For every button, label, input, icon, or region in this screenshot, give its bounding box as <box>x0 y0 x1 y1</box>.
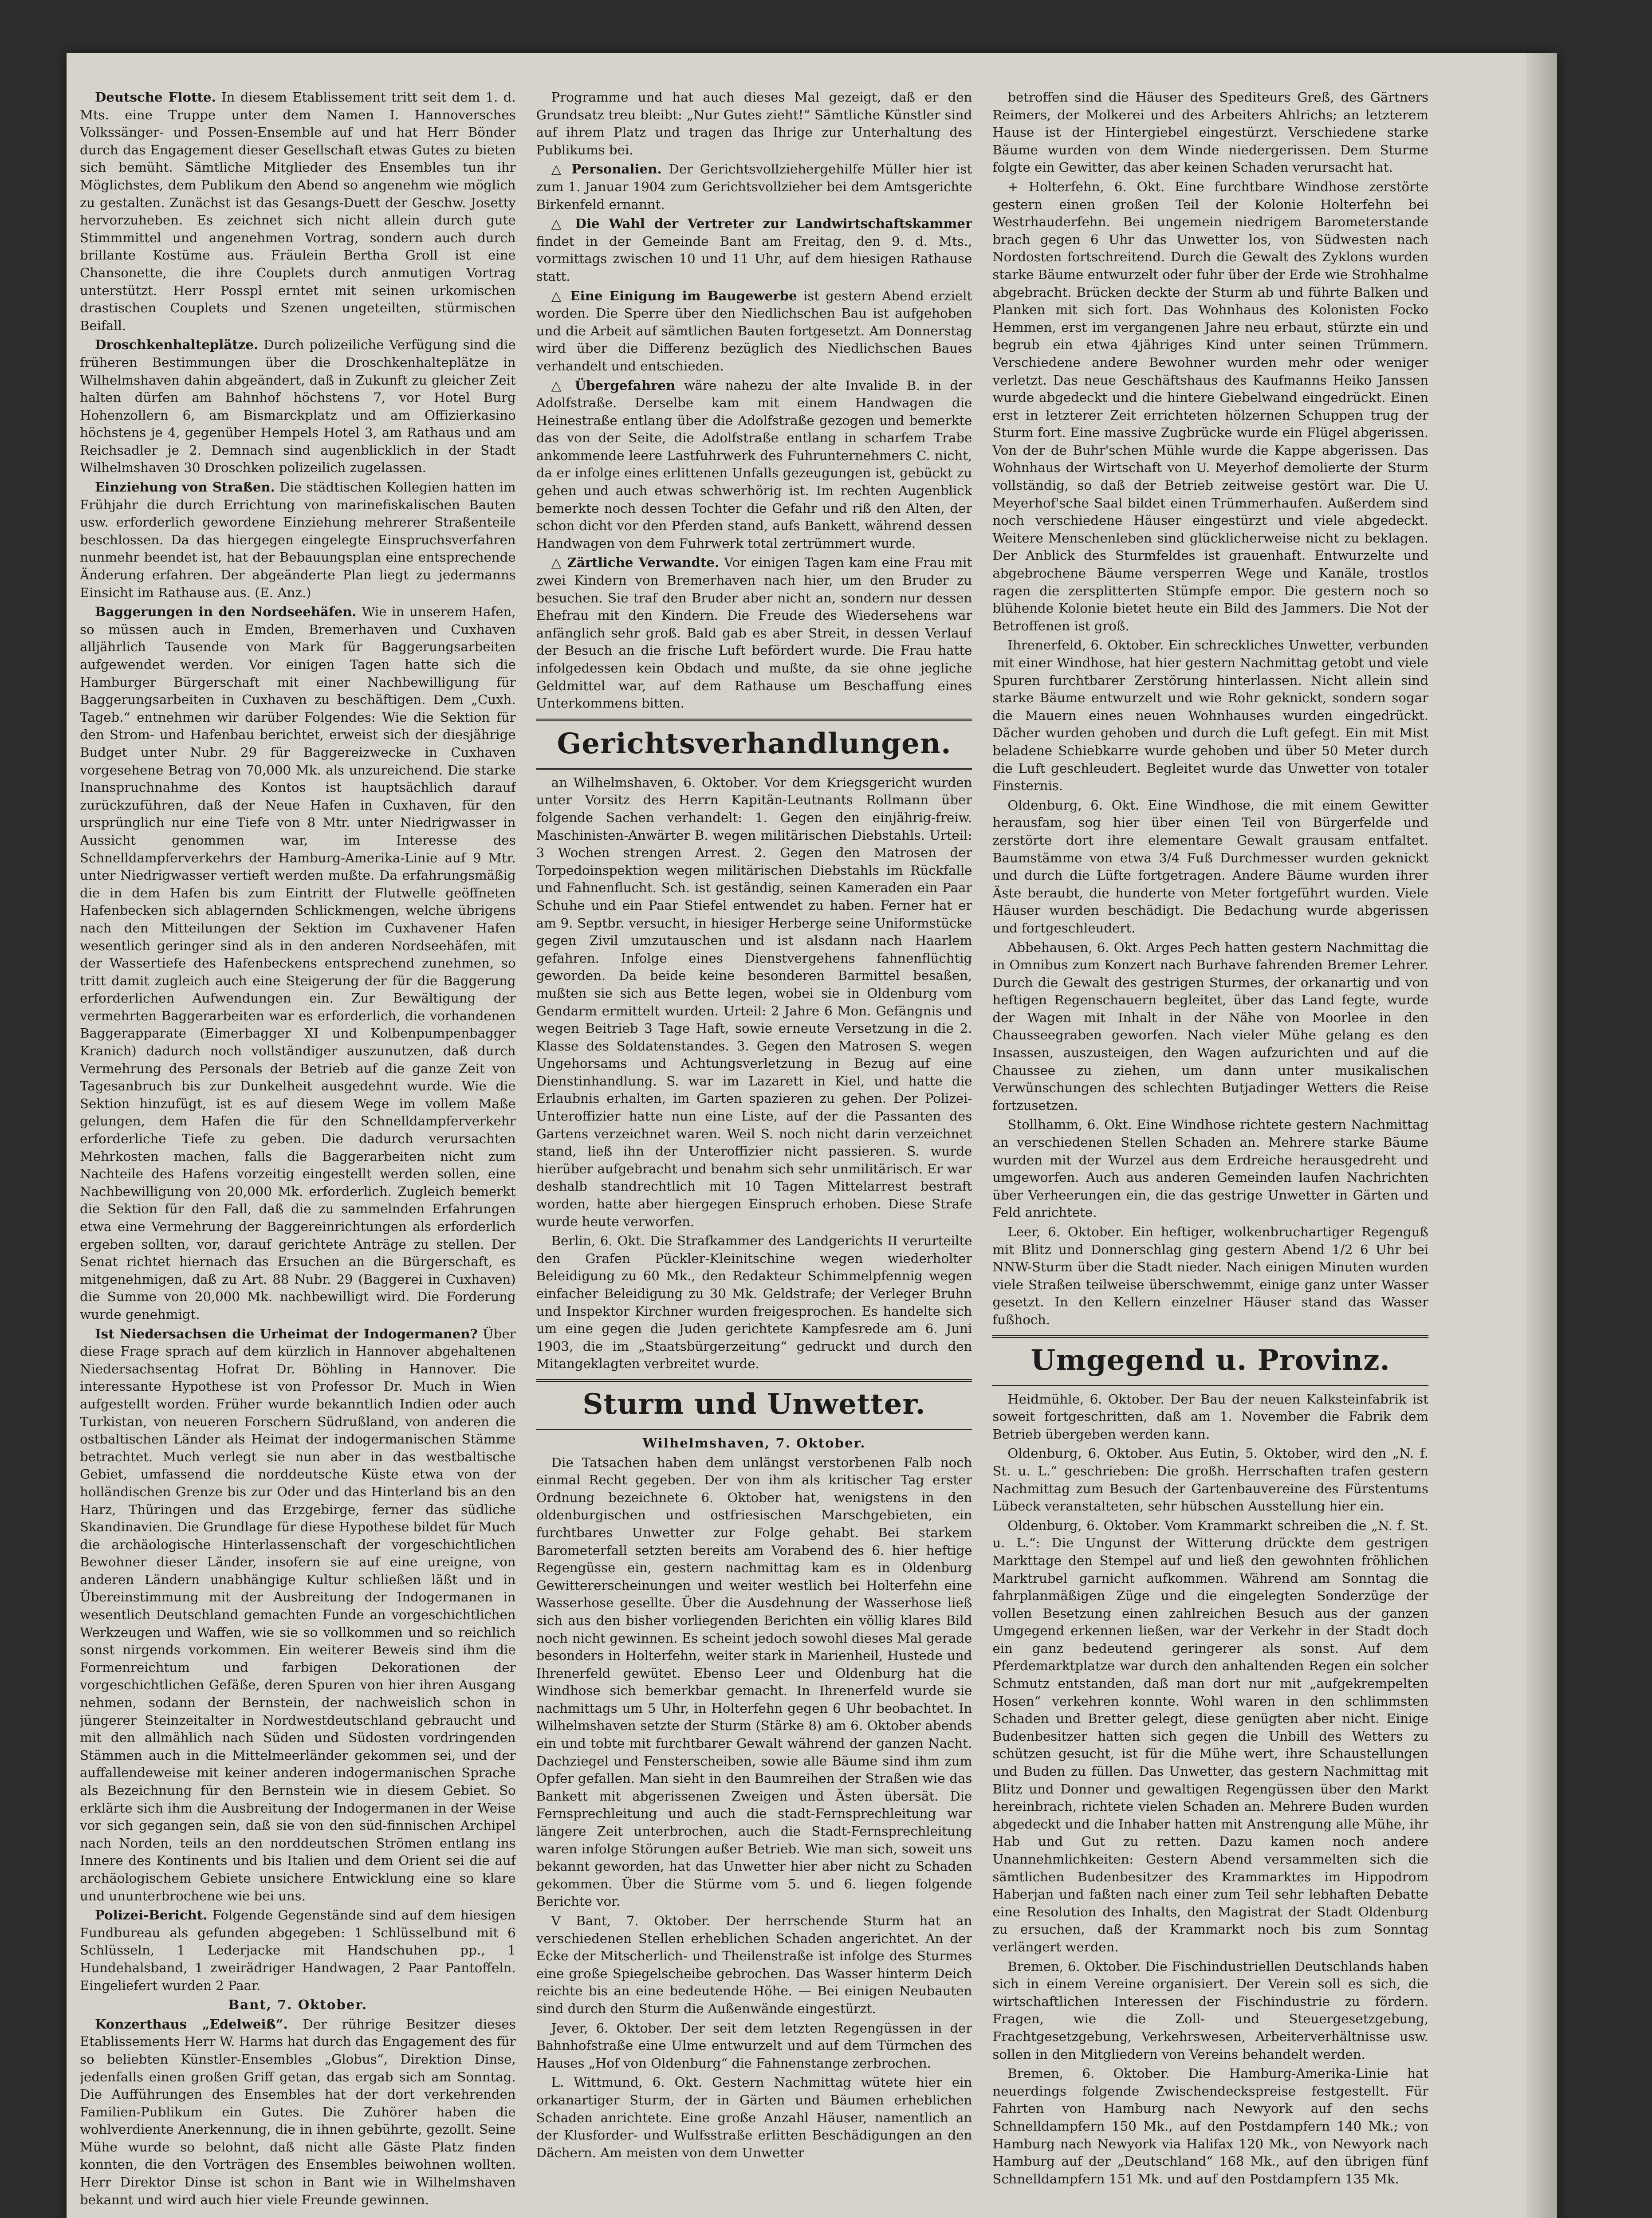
article-text: Berlin, 6. Okt. Die Strafkammer des Landgerichts II verurteilte den Grafen Pückler-Kleinitschine wegen wiederholter Beleidigung zu 60 Mk., den Redakteur Schimmelpfennig wegen einfacher Beleidigung zu 30 Mk. Geldstrafe; der Verleger Bruhn und Inspektor Kirchner wurden freigesprochen. Es handelte sich um eine gegen die Juden gerichtete Kampfesrede am 6. Juni 1903, die im „Staatsbürgerzeitung“ gedruckt und durch den Mitangeklagten verbreitet wurde. <box>536 1233 972 1372</box>
article-text: Folgende Gegenstände sind auf dem hiesigen Fundbureau als gefunden abgegeben: 1 Schlüsselbund mit 6 Schlüsseln, 1 Lederjacke mit Handschuhen pp., 1 Hundehalsband, 1 zweirädriger Handwagen, 2 Paar Pantoffeln. Eingeliefert wurden 2 Paar. <box>80 1907 516 1993</box>
article-text: L. Wittmund, 6. Okt. Gestern Nachmittag wütete hier ein orkanartiger Sturm, der in Gärten und Bäumen erheblichen Schaden anrichtete. Eine große Anzahl Häuser, namentlich an der Klusforder- und Wulfsstraße erlitten Beschädigungen an den Dächern. Am meisten von dem Unwetter <box>536 2075 972 2160</box>
article-text: Heidmühle, 6. Oktober. Der Bau der neuen Kalksteinfabrik ist soweit fortgeschritten, daß am 1. November die Fabrik dem Betrieb übergeben werden kann. <box>992 1391 1429 1442</box>
article-paragraph <box>992 2065 1428 2188</box>
article-paragraph <box>536 774 972 1231</box>
article-text: Programme und hat auch dieses Mal gezeigt, daß er den Grundsatz treu bleibt: „Nur Gutes zieht!“ Sämtliche Künstler sind auf ihrem Platz und tragen das Ihrige zur Unterhaltung des Publikums bei. <box>536 90 972 157</box>
page-edge <box>1526 53 1557 2218</box>
article-paragraph <box>536 2020 972 2072</box>
article-paragraph <box>536 215 972 285</box>
article-lead: Deutsche Flotte. <box>95 90 216 105</box>
article-paragraph <box>992 178 1428 635</box>
article-lead: △ Die Wahl der Vertreter zur Landwirtschaftskammer <box>551 216 972 232</box>
article-text: Oldenburg, 6. Okt. Eine Windhose, die mit einem Gewitter herausfam, sog hier über einen Teil von Bürgerfelde und zerstörte dort ihre elementare Gewalt grausam entfaltet. Baumstämme von etwa 3/4 Fuß Durchmesser wurden geknickt und durch die Lüfte fortgetragen. Andere Bäume wurden ihrer Äste beraubt, die hunderte von Meter fortgeführt wurden. Viele Häuser wurden beschädigt. Die Bedachung wurde abgerissen und fortgeschleudert. <box>992 797 1429 936</box>
article-text: Leer, 6. Oktober. Ein heftiger, wolkenbruchartiger Regenguß mit Blitz und Donnerschlag ging gestern Abend 1/2 6 Uhr bei NNW-Sturm über die Stadt nieder. Nach einigen Minuten wurden viele Straßen teilweise überschwemmt, einige ganz unter Wasser gesetzt. In den Kellern einzelner Häuser stand das Wasser fußhoch. <box>992 1224 1429 1327</box>
article-paragraph <box>536 377 972 553</box>
article-lead: Baggerungen in den Nordseehäfen. <box>95 604 357 620</box>
article-text: Stollhamm, 6. Okt. Eine Windhose richtete gestern Nachmittag an verschiedenen Stellen Schaden an. Mehrere starke Bäume wurden mit der Wurzel aus dem Erdreiche herausgedreht und umgeworfen. Auch aus anderen Gemeinden laufen Nachrichten über Verheerungen ein, die das gestrige Unwetter in Gärten und Feld anrichtete. <box>992 1117 1429 1220</box>
article-paragraph <box>992 1958 1428 2064</box>
article-text: Oldenburg, 6. Oktober. Aus Eutin, 5. Oktober, wird den „N. f. St. u. L.“ geschrieben: Die großh. Herrschaften trafen gestern Nachmittag zum Besuch der Gartenbauvereine des Fürstentums Lübeck veranstalteten, sehr hübschen Ausstellung hier ein. <box>992 1446 1429 1514</box>
article-paragraph <box>80 479 516 602</box>
article-paragraph <box>80 2016 516 2209</box>
article-text: Bremen, 6. Oktober. Die Fischindustriellen Deutschlands haben sich in einem Vereine organisiert. Der Verein soll es sich, die wirtschaftlichen Interessen der Fischindustrie zu fördern. Fragen, wie die Zoll- und Steuergesetzgebung, Frachtgesetzgebung, Verkehrswesen, Arbeiterverhältnisse usw. sollen in den Mitgliedern von Vereins behandelt werden. <box>992 1958 1429 2062</box>
article-text: Durch polizeiliche Verfügung sind die früheren Bestimmungen über die Droschkenhalteplätze in Wilhelmshaven dahin abgeändert, daß in Zukunft zu gleicher Zeit halten dürfen am Bahnhof höchstens 7, vor Hotel Burg Hohenzollern 6, am Bismarckplatz und am Offizierkasino höchstens je 4, gegenüber Hempels Hotel 3, am Rathaus und am Reichsadler je 2. Demnach sind augenblicklich in der Stadt Wilhelmshaven 30 Droschken polizeilich zugelassen. <box>80 337 516 476</box>
article-paragraph <box>536 1232 972 1373</box>
article-text: Jever, 6. Oktober. Der seit dem letzten Regengüssen in der Bahnhofstraße eine Ulme entwurzelt und auf dem Türmchen des Hauses „Hof von Oldenburg“ die Fahnenstange zerbrochen. <box>536 2020 972 2071</box>
article-text: Bremen, 6. Oktober. Die Hamburg-Amerika-Linie hat neuerdings folgende Zwischendeckspreise festgestellt. Für Fahrten von Hamburg nach Newyork auf den sechs Schnelldampfern 150 Mk., auf den Postdampfern 140 Mk.; von Hamburg nach Newyork via Halifax 120 Mk., von Newyork nach Hamburg auf der „Deutschland“ 168 Mk., auf den übrigen fünf Schnelldampfern 151 Mk. und auf den Postdampfern 135 Mk. <box>992 2066 1429 2187</box>
article-paragraph <box>992 1223 1428 1329</box>
article-paragraph <box>536 161 972 213</box>
article-paragraph <box>992 89 1428 177</box>
dateline <box>80 1996 516 2014</box>
article-text: betroffen sind die Häuser des Spediteurs Greß, des Gärtners Reimers, der Molkerei und des Arbeiters Ahlrichs; an letzterem Hause ist der Hintergiebel eingestürzt. Verschiedene starke Bäume wurden von dem Winde niedergerissen. Dem Sturme folgte ein Gewitter, das aber keinen Schaden verursacht hat. <box>992 90 1429 175</box>
article-paragraph <box>80 1907 516 1994</box>
article-paragraph <box>992 637 1428 794</box>
article-paragraph <box>80 1325 516 1905</box>
article-text: Die Tatsachen haben dem unlängst verstorbenen Falb noch einmal Recht gegeben. Der von ihm als kritischer Tag erster Ordnung bezeichnete 6. Oktober hat, wenigstens in den oldenburgischen und ostfriesischen Marschgebieten, ein furchtbares Unwetter zur Folge gehabt. Bei starkem Barometerfall setzten bereits am Vorabend des 6. hier heftige Regengüsse ein, gestern nachmittag kam es in Oldenburg Gewittererscheinungen und weiter westlich bei Holterfehn eine Wasserhose gesellte. Über die Ausdehnung der Wasserhose ließ sich aus den bisher vorliegenden Berichten ein völlig klares Bild noch nicht gewinnen. Es scheint jedoch sowohl dieses Mal gerade besonders in Holterfehn, weiter stark in Marienheil, Hustede und Ihrenerfeld gewütet. Ebenso Leer und Oldenburg hat die Windhose sich bemerkbar gemacht. In Ihrenerfeld wurde sie nachmittags um 5 Uhr, in Holterfehn gegen 6 Uhr beobachtet. In Wilhelmshaven setzte der Sturm (Stärke 8) am 6. Oktober abends ein und tobte mit furchtbarer Gewalt während der ganzen Nacht. Dachziegel und Fensterscheiben, sowie alle Bäume sind ihm zum Opfer gefallen. Man sieht in den Baumreihen der Straßen wie das Bankett mit abgerissenen Zweigen und Ästen übersät. Die Fernsprechleitung und auch die stadt-Fernsprechleitung war längere Zeit unterbrochen, auch die Stadt-Fernsprechleitung waren infolge Störungen außer Betrieb. Wie man sich, soweit uns bekannt geworden, hat das Unwetter hier aber nicht zu Schaden gekommen. Über die Stürme vom 5. und 6. liegen folgende Berichte vor. <box>536 1455 972 1909</box>
article-paragraph <box>80 89 516 334</box>
column-middle <box>536 89 972 2218</box>
article-paragraph <box>992 939 1428 1115</box>
article-paragraph <box>536 89 972 159</box>
article-text: + Holterfehn, 6. Okt. Eine furchtbare Windhose zerstörte gestern einen großen Teil der Kolonie Holterfehn bei Westrhauderfehn. Bei ungemein niedrigem Barometerstande brach gegen 6 Uhr das Unwetter los, von Südwesten nach Nordosten fortschreitend. Durch die Gewalt des Zyklons wurden starke Bäume entwurzelt oder fuhr über der Erde wie Strohhalme abgebracht. Brücken deckte der Sturm ab und führte Balken und Planken mit sich fort. Das Wohnhaus des Kolonisten Focko Hemmen, erst im vergangenen Jahre neu erbaut, stürzte ein und begrub ein etwa 4jähriges Kind unter seinen Trümmern. Verschiedene andere Bewohner wurden mehr oder weniger verletzt. Das neue Geschäftshaus des Kaufmanns Heiko Janssen wurde abgedeckt und die hintere Giebelwand eingedrückt. Einen erst in letzterer Zeit errichteten hölzernen Schuppen trug der Sturm fort. Eine massive Zugbrücke wurde ein Flügel abgerissen. Von der de Buhr'schen Mühle wurde die Kappe abgerissen. Das Wohnhaus der Wirtschaft von U. Meyerhof demolierte der Sturm vollständig, so daß der Betrieb zeitweise gestört war. Die U. Meyerhof'sche Saal bildet einen Trümmerhaufen. Außerdem sind noch verschiedene Häuser eingestürzt und viele abgedeckt. Weitere Menschenleben sind glücklicherweise nicht zu beklagen. Der Anblick des Sturmfeldes ist grauenhaft. Entwurzelte und abgebrochene Bäume versperren Wege und Kanäle, trostlos ragen die zersplitterten Stümpfe empor. Die gestern noch so blühende Kolonie bietet heute ein Bild des Jammers. Die Not der Betroffenen ist groß. <box>992 179 1429 633</box>
column-right <box>992 89 1428 2218</box>
article-text: V Bant, 7. Oktober. Der herrschende Sturm hat an verschiedenen Stellen erheblichen Schaden angerichtet. An der Ecke der Mitscherlich- und Theilenstraße ist infolge des Sturmes eine große Spiegelscheibe gebrochen. Das Wasser hinterm Deich reichte bis an eine bedeutende Höhe. — Bei einigen Neubauten sind durch den Sturm die Außenwände eingestürzt. <box>536 1913 972 2016</box>
article-text: Oldenburg, 6. Oktober. Vom Krammarkt schreiben die „N. f. St. u. L.“: Die Ungunst der Witterung drückte dem gestrigen Markttage den Stempel auf und ließ den gewohnten fröhlichen Marktrubel garnicht aufkommen. Während am Sonntag die fahrplanmäßigen Züge und die eingelegten Sonderzüge der vollen Besetzung einen zahlreichen Besuch aus der ganzen Umgegend erkennen ließen, war der Verkehr in der Stadt doch ein ganz bedeutend geringerer als sonst. Auf dem Pferdemarktplatze war durch den anhaltenden Regen ein solcher Schmutz entstanden, daß man dort nur mit „aufgekrempelten Hosen“ verkehren konnte. Wohl waren in den schlimmsten Schaden und Bretter gelegt, diese genügten aber nicht. Einige Budenbesitzer hatten sich gegen die Unbill des Wetters zu schützen gesucht, ist für die Mühe wert, ihre Schaustellungen und Buden zu füllen. Das Unwetter, das gestern Nachmittag mit Blitz und Donner und gewaltigen Regengüssen über den Markt hereinbrach, richtete vielen Schaden an. Mehrere Buden wurden abgedeckt und die Inhaber hatten mit Anstrengung alle Mühe, ihr Hab und Gut zu retten. Dazu kamen noch andere Unannehmlichkeiten: Gestern Abend versammelten sich die sämtlichen Budenbesitzer des Krammarktes im Hippodrom Haberjan und faßten nach einer zum Teil sehr lebhaften Debatte eine Resolution des Inhalts, den Magistrat der Stadt Oldenburg zu ersuchen, daß der Krammarkt noch bis zum Sonntag verlängert werden. <box>992 1518 1429 1955</box>
article-lead: Droschkenhalteplätze. <box>95 337 259 353</box>
section-rule <box>536 1429 972 1430</box>
article-lead: Konzerthaus „Edelweiß“. <box>95 2016 288 2032</box>
section-heading: Umgegend u. Provinz. <box>1031 1343 1390 1377</box>
section-heading: Sturm und Unwetter. <box>582 1387 926 1421</box>
article-lead: Polizei-Bericht. <box>95 1907 208 1923</box>
dateline-text: Bant, 7. Oktober. <box>228 1997 368 2013</box>
article-text: findet in der Gemeinde Bant am Freitag, den 9. d. Mts., vormittags zwischen 10 und 11 Uhr, auf dem hiesigen Rathause statt. <box>536 233 972 284</box>
article-text: an Wilhelmshaven, 6. Oktober. Vor dem Kriegsgericht wurden unter Vorsitz des Herrn Kapitän-Leutnants Rollmann über folgende Sachen verhandelt: 1. Gegen den einjährig-freiw. Maschinisten-Anwärter B. wegen militärischen Diebstahls. Urteil: 3 Wochen strengen Arrest. 2. Gegen den Matrosen der Torpedoinspektion wegen militärischen Diebstahls im Rückfalle und Fahnenflucht. Sch. ist geständig, seinen Kameraden ein Paar Schuhe und ein Paar Stiefel entwendet zu haben. Ferner hat er am 9. Septbr. versucht, in hiesiger Herberge seine Uniformstücke gegen Zivil umzutauschen und ist alsdann nach Haarlem gefahren. Infolge eines Dienstvergehens fahnenflüchtig geworden. Da beide keine besonderen Barmittel besaßen, mußten sie sich aus Bette legen, wobei sie in Oldenburg vom Gendarm ermittelt wurden. Urteil: 2 Jahre 6 Mon. Gefängnis und wegen Beitrieb 3 Tage Haft, sowie erneute Versetzung in die 2. Klasse des Soldatenstandes. 3. Gegen den Matrosen S. wegen Ungehorsams und Achtungsverletzung in Bezug auf eine Dienstinhandlung. S. war im Lazarett in Kiel, und hatte die Erlaubnis erhalten, im Garten spazieren zu gehen. Der Polizei-Unteroffizier hatte nun eine Liste, auf der die Passanten des Gartens verzeichnet waren. Weil S. noch nicht darin verzeichnet stand, ließ ihn der Unteroffizier nicht passieren. S. wurde hierüber aufgebracht und benahm sich sehr unmilitärisch. Er war deshalb standrechtlich mit 10 Tagen Mittelarrest bestraft worden, hatte aber hiergegen Einspruch erhoben. Diese Strafe wurde heute verworfen. <box>536 775 972 1229</box>
newspaper-columns <box>80 89 1428 2218</box>
article-paragraph <box>992 1391 1428 1443</box>
article-paragraph <box>992 1445 1428 1515</box>
article-paragraph <box>992 797 1428 937</box>
article-lead: △ Übergefahren <box>551 378 676 393</box>
article-text: Ihrenerfeld, 6. Oktober. Ein schreckliches Unwetter, verbunden mit einer Windhose, hat hier gestern Nachmittag getobt und viele Spuren furchtbarer Zerstörung hinterlassen. Nicht allein sind starke Bäume entwurzelt und wie Rohr geknickt, sondern sogar die Mauern eines neuen Wohnhauses wurden eingedrückt. Dächer wurden gehoben und durch die Luft gefegt. Ein mit Mist beladene Schiebkarre wurde gehoben und über 50 Meter durch die Luft geschleudert. Begleitet wurde das Unwetter von totaler Finsternis. <box>992 637 1429 794</box>
section-rule <box>536 719 972 721</box>
article-text: Über diese Frage sprach auf dem kürzlich in Hannover abgehaltenen Niedersachsentag Hofrat Dr. Böhling in Hannover. Die interessante Hypothese ist von Professor Dr. Much in Wien aufgestellt worden. Früher wurde bekanntlich Indien oder auch Turkistan, von neueren Forschern Südrußland, von anderen die ostbaltischen Länder als Heimat der indogermanischen Stämme betrachtet. Much verlegt sie nun aber in das westbaltische Gebiet, umfassend die norddeutsche Küste etwa von der holländischen Grenze bis zur Oder und das Hinterland bis an den Harz, Thüringen und das Erzgebirge, ferner das südliche Skandinavien. Die Grundlage für diese Hypothese bildet für Much die archäologische Hinterlassenschaft der vorgeschichtlichen Bewohner dieser Länder, insofern sie auf eine ureigne, von anderen Ländern unabhängige Kultur schließen läßt und in Übereinstimmung mit der Ausbreitung der Indogermanen in wesentlich Deutschland gemachten Funde an vorgeschichtlichen Werkzeugen und Waffen, wie sie so vollkommen und so reichlich sonst nirgends vorkommen. Ein weiterer Beweis sind ihm die Formenreichtum und farbigen Dekorationen der vorgeschichtlichen Gefäße, deren Spuren von hier ihren Ausgang nehmen, sodann der Bernstein, der nachweislich schon in jüngerer Steinzeitalter in Nordwestdeutschland gebraucht und mit den allmählich nach Süden und Südosten vordringenden Stämmen auch in die Mittelmeerländer gekommen sei, und der auffallendeweise mit keiner anderen indogermanischen Sprache als Bezeichnung für den Bernstein wie in diesem Gebiet. So erklärte sich ihm die Ausbreitung der Indogermanen in der Weise vor sich gegangen sein, daß sie von den süd-finnischen Archipel nach Norden, teils an den norddeutschen Strömen entlang ins Innere des Kontinents und bis Italien und dem Orient sei die auf archäologischem Gebiete unsichere Entwicklung eine so klare und ununterbrochene wie bei uns. <box>80 1326 516 1903</box>
article-lead: △ Personalien. <box>551 161 662 177</box>
section-rule <box>992 1335 1428 1338</box>
article-paragraph <box>536 1454 972 1911</box>
article-lead: Einziehung von Straßen. <box>95 480 275 495</box>
article-text: wäre nahezu der alte Invalide B. in der Adolfstraße. Derselbe kam mit einem Handwagen die Heinestraße entlang über die Adolfstraße gezogen und bemerkte das von der Seite, die Adolfstraße entlang in scharfem Trabe ankommende leere Lastfuhrwerk des Fuhrunternehmers C. nicht, da er infolge eines erlittenen Unfalls gezeugungen ist, gebückt zu gehen und auch etwas schwerhörig ist. Im rechten Augenblick bemerkte noch dessen Tochter die Gefahr und riß den Alten, der schon dicht vor den Pferden stand, aufs Bankett, während dessen Handwagen von dem Fuhrwerk total zertrümmert wurde. <box>536 378 972 551</box>
article-text: Vor einigen Tagen kam eine Frau mit zwei Kindern von Bremerhaven nach hier, um den Bruder zu besuchen. Sie traf den Bruder aber nicht an, sondern nur dessen Ehefrau mit den Kindern. Die Freude des Wiedersehens war anfänglich sehr groß. Bald gab es aber Streit, in dessen Verlauf der Besuch an die frische Luft befördert wurde. Die Frau hatte infolgedessen kein Obdach und mußte, da sie ohne jegliche Geldmittel war, auf dem Rathause um Beschaffung eines Unterkommens bitten. <box>536 555 972 711</box>
article-text: Der Gerichtsvollziehergehilfe Müller hier ist zum 1. Januar 1904 zum Gerichtsvollzieher bei dem Amtsgerichte Birkenfeld ernannt. <box>536 161 972 212</box>
article-paragraph <box>536 2074 972 2162</box>
article-text: Wie in unserem Hafen, so müssen auch in Emden, Bremerhaven und Cuxhaven alljährlich Tausende von Mark für Baggerungsarbeiten aufgewendet werden. Vor einigen Tagen hatte sich die Hamburger Bürgerschaft mit einer Nachbewilligung für Baggerungsarbeiten in Cuxhaven zu beschäftigen. Dem „Cuxh. Tageb.“ entnehmen wir darüber Folgendes: Wie die Sektion für den Strom- und Hafenbau berichtet, erweist sich der diesjährige Budget unter Nubr. 29 für Baggereizwecke in Cuxhaven vorgesehene Betrag von 70,000 Mk. als unzureichend. Die starke Inanspruchnahme des Kontos ist hauptsächlich darauf zurückzuführen, daß der Neue Hafen in Cuxhaven, für den ursprünglich nur eine Tiefe von 8 Mtr. unter Niedrigwasser in Aussicht genommen war, im Interesse des Schnelldampferverkehrs der Hamburg-Amerika-Linie auf 9 Mtr. unter Niedrigwasser vertieft werden mußte. Da erfahrungsmäßig die in dem Hafen bis zum Eintritt der Flutwelle geöffneten Hafenbecken sich ablagernden Schlickmengen, welche übrigens nach den Mitteilungen der Sektion im Cuxhavener Hafen wesentlich geringer sind als in den anderen Nordseehäfen, mit der Wassertiefe des Hafenbeckens entsprechend zunehmen, so tritt damit zugleich auch eine Steigerung der für die Baggerung erforderlichen Aufwendungen ein. Zur Bewältigung der vermehrten Baggerarbeiten war es erforderlich, die vorhandenen Baggerapparate (Eimerbagger XI und Kolbenpumpenbagger Kranich) dadurch noch vollständiger auszunutzen, daß durch Vermehrung des Personals der Betrieb auf die ganze Zeit von Tagesanbruch bis zur Dunkelheit ausgedehnt wurde. Wie die Sektion hinzufügt, ist es auf diesem Wege im vollem Maße gelungen, dem Hafen die für den Schnelldampferverkehr erforderliche Tiefe zu geben. Die dadurch verursachten Mehrkosten machen, falls die Baggerarbeiten nicht zum Nachteile des Hafens vorzeitig eingestellt werden sollen, eine Nachbewilligung von 20,000 Mk. erforderlich. Zugleich bemerkt die Sektion für den Fall, daß die zu sammelnden Erfahrungen etwa eine Vermehrung der Baggereinrichtungen als erforderlich ergeben sollten, vor, darauf gerichtete Anträge zu stellen. Der Senat richtet hiernach das Ersuchen an die Bürgerschaft, es mitgenehmigen, daß zu Art. 88 Nubr. 29 (Baggerei in Cuxhaven) die Summe von 20,000 Mk. nachbewilligt wird. Die Forderung wurde genehmigt. <box>80 604 516 1322</box>
article-lead: △ Eine Einigung im Baugewerbe <box>551 288 797 303</box>
article-paragraph <box>992 1116 1428 1222</box>
article-text: Die städtischen Kollegien hatten im Frühjahr die durch Errichtung von marinefiskalischen Bauten usw. erforderlich gewordene Einziehung mehrerer Straßenteile beschlossen. Da das hiergegen eingelegte Einspruchsverfahren nunmehr beendet ist, hat der Bebauungsplan eine entsprechende Änderung erfahren. Der abgeänderte Plan liegt zu jedermanns Einsicht im Rathause aus. (E. Anz.) <box>80 480 516 600</box>
article-text: Abbehausen, 6. Okt. Arges Pech hatten gestern Nachmittag die in Omnibus zum Konzert nach Burhave fahrenden Bremer Lehrer. Durch die Gewalt des gestrigen Sturmes, der orkanartig und von heftigen Regenschauern begleitet, über das Land fegte, wurde der Wagen mit Inhalt in der Nähe von Moorlee in den Chausseegraben geworfen. Nach vieler Mühe gelang es den Insassen, auszusteigen, den Wagen aufzurichten und auf die Chaussee zu ziehen, um dann unter musikalischen Verwünschungen des schlechten Butjadinger Wetters die Reise fortzusetzen. <box>992 940 1429 1113</box>
article-paragraph <box>536 287 972 375</box>
article-paragraph <box>80 603 516 1323</box>
article-paragraph <box>536 554 972 712</box>
article-paragraph <box>80 336 516 477</box>
article-lead: △ Zärtliche Verwandte. <box>551 555 720 570</box>
dateline <box>536 1435 972 1452</box>
article-paragraph <box>992 1517 1428 1956</box>
section-rule <box>536 768 972 770</box>
article-text: ist gestern Abend erzielt worden. Die Sperre über den Niedlichschen Bau ist aufgehoben und die Arbeit auf sämtlichen Bauten fortgesetzt. Am Donnerstag wird über die Differenz bezüglich des Niedlichschen Baues verhandelt und entschieden. <box>536 288 972 374</box>
section-rule <box>992 1385 1428 1386</box>
dateline-text: Wilhelmshaven, 7. Oktober. <box>642 1435 866 1451</box>
column-left <box>80 89 516 2218</box>
article-paragraph <box>536 1912 972 2018</box>
article-lead: Ist Niedersachsen die Urheimat der Indogermanen? <box>95 1326 478 1341</box>
article-text: In diesem Etablissement tritt seit dem 1. d. Mts. eine Truppe unter dem Namen I. Hannoversches Volkssänger- und Possen-Ensemble auf und hat Herr Bönder durch das Engagement dieser Gesellschaft etwas Gutes zu bieten sich bemüht. Sämtliche Mitglieder des Ensembles tun ihr Möglichstes, dem Publikum den Abend so angenehm wie möglich zu gestalten. Zunächst ist das Gesangs-Duett der Geschw. Josetty hervorzuheben. Es zeichnet sich nicht allein durch gute Stimmmittel und angenehmen Vortrag, sondern auch durch brillante Kostüme aus. Fräulein Bertha Groll ist eine Chansonette, die ihre Couplets durch anmutigen Vortrag unterstützt. Herr Posspl erntet mit seinen urkomischen drastischen Couplets und Szenen ungeteilten, stürmischen Beifall. <box>80 90 516 333</box>
section-rule <box>536 1379 972 1382</box>
article-text: Der rührige Besitzer dieses Etablissements Herr W. Harms hat durch das Engagement des für so beliebten Künstler-Ensembles „Globus“, Direktion Dinse, jedenfalls einen großen Griff getan, das ergab sich am Sonntag. Die Aufführungen des Ensembles hat der dort verkehrenden Familien-Publikum ein Gutes. Die Zuhörer haben die wohlverdiente Anerkennung, die in ihnen gebührte, gezollt. Seine Mühe wurde so belohnt, daß nicht alle Gäste Platz finden konnten, die den Vorträgen des Ensembles beiwohnen wollten. Herr Direktor Dinse ist schon in Bant wie in Wilhelmshaven bekannt und wird auch hier viele Freunde gewinnen. <box>80 2016 516 2207</box>
section-heading: Gerichtsverhandlungen. <box>557 727 952 760</box>
